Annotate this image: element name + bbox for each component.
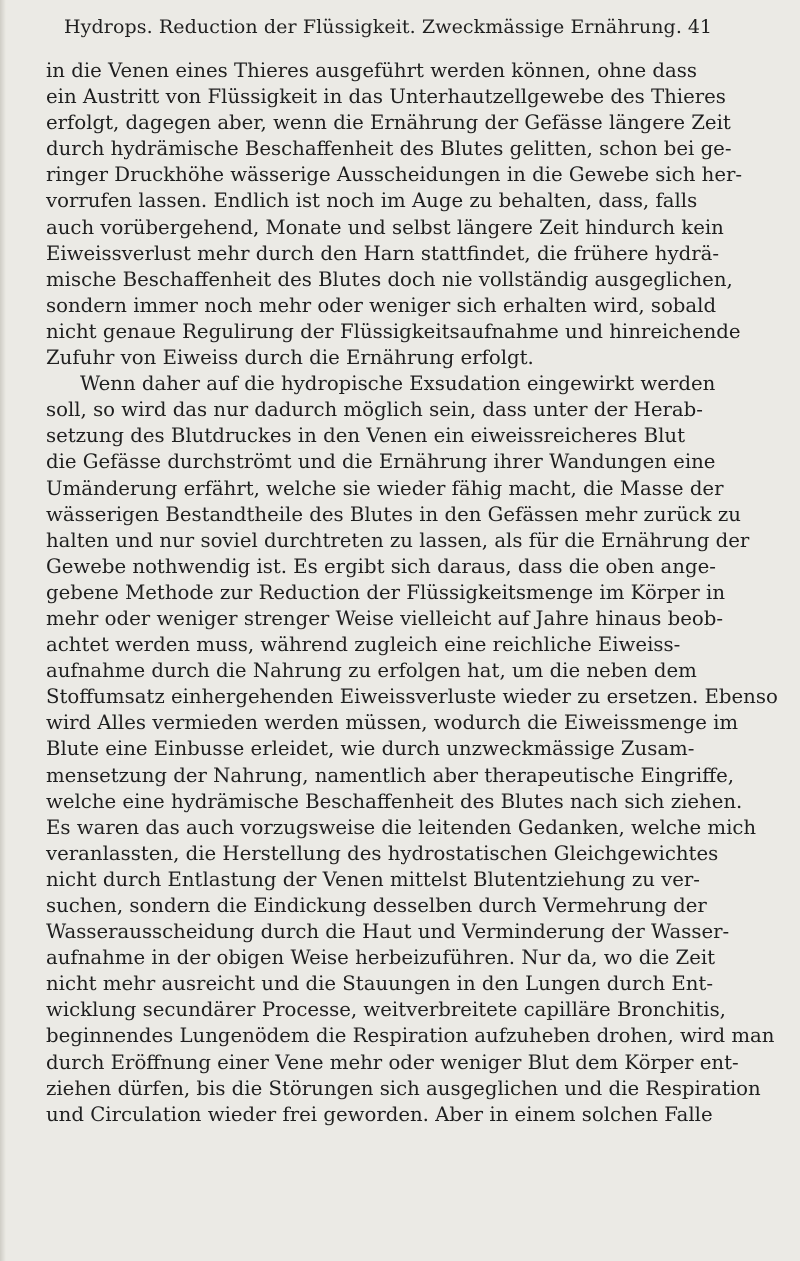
text-line: nicht durch Entlastung der Venen mittelst Blutentziehung zu ver- (46, 867, 700, 891)
text-line: und Circulation wieder frei geworden. Aber in einem solchen Falle (46, 1102, 713, 1126)
text-line: wird Alles vermieden werden müssen, wodurch die Eiweissmenge im (46, 711, 739, 735)
text-line: aufnahme durch die Nahrung zu erfolgen hat, um die neben dem (46, 659, 697, 683)
text-line: gebene Methode zur Reduction der Flüssigkeitsmenge im Körper in (46, 580, 725, 604)
text-line: aufnahme in der obigen Weise herbeizuführen. Nur da, wo die Zeit (46, 946, 716, 970)
text-line: welche eine hydrämische Beschaffenheit des Blutes nach sich ziehen. (46, 789, 743, 813)
text-line: ringer Druckhöhe wässerige Ausscheidungen in die Gewebe sich her- (46, 163, 743, 187)
text-line: Wasserausscheidung durch die Haut und Verminderung der Wasser- (46, 920, 730, 944)
text-line: Eiweissverlust mehr durch den Harn stattfindet, die frühere hydrä- (46, 241, 719, 265)
text-line: Zufuhr von Eiweiss durch die Ernährung erfolgt. (46, 346, 534, 370)
page-number: 41 (687, 16, 712, 38)
text-line: mische Beschaffenheit des Blutes doch nie vollständig ausgeglichen, (46, 267, 733, 291)
text-line: ein Austritt von Flüssigkeit in das Unterhautzellgewebe des Thieres (46, 85, 726, 109)
text-line: vorrufen lassen. Endlich ist noch im Auge zu behalten, dass, falls (46, 189, 698, 213)
text-line: nicht genaue Regulirung der Flüssigkeitsaufnahme und hinreichende (46, 319, 741, 343)
text-line: halten und nur soviel durchtreten zu lassen, als für die Ernährung der (46, 528, 750, 552)
text-line: achtet werden muss, während zugleich eine reichliche Eiweiss- (46, 633, 681, 657)
page-header (64, 14, 712, 40)
text-line: erfolgt, dagegen aber, wenn die Ernährung der Gefässe längere Zeit (46, 111, 731, 135)
text-line: Es waren das auch vorzugsweise die leitenden Gedanken, welche mich (46, 815, 757, 839)
text-line: veranlassten, die Herstellung des hydrostatischen Gleichgewichtes (46, 841, 719, 865)
text-line: mehr oder weniger strenger Weise vielleicht auf Jahre hinaus beob- (46, 606, 723, 630)
text-line: durch Eröffnung einer Vene mehr oder weniger Blut dem Körper ent- (46, 1050, 739, 1074)
text-line: Gewebe nothwendig ist. Es ergibt sich daraus, dass die oben ange- (46, 554, 716, 578)
text-line: beginnendes Lungenödem die Respiration aufzuheben drohen, wird man (46, 1024, 775, 1048)
text-line: setzung des Blutdruckes in den Venen ein eiweissreicheres Blut (46, 424, 685, 448)
text-line: auch vorübergehend, Monate und selbst längere Zeit hindurch kein (46, 215, 724, 239)
text-line: durch hydrämische Beschaffenheit des Blutes gelitten, schon bei ge- (46, 137, 732, 161)
page-binding-edge (0, 0, 6, 1261)
text-line: in die Venen eines Thieres ausgeführt werden können, ohne dass (46, 59, 697, 82)
text-line: Umänderung erfährt, welche sie wieder fähig macht, die Masse der (46, 476, 724, 500)
paragraph-start-line: Wenn daher auf die hydropische Exsudation eingewirkt werden (80, 372, 716, 396)
text-line: Stoffumsatz einhergehenden Eiweissverluste wieder zu ersetzen. Ebenso (46, 685, 778, 709)
text-line: wässerigen Bestandtheile des Blutes in den Gefässen mehr zurück zu (46, 502, 741, 526)
text-line: sondern immer noch mehr oder weniger sich erhalten wird, sobald (46, 293, 717, 317)
running-title: Hydrops. Reduction der Flüssigkeit. Zweckmässige Ernährung. (64, 16, 682, 38)
text-line: wicklung secundärer Processe, weitverbreitete capilläre Bronchitis, (46, 998, 726, 1022)
text-line: die Gefässe durchströmt und die Ernährung ihrer Wandungen eine (46, 450, 716, 474)
text-line: mensetzung der Nahrung, namentlich aber therapeutische Eingriffe, (46, 763, 735, 787)
text-line: nicht mehr ausreicht und die Stauungen in den Lungen durch Ent- (46, 972, 713, 996)
text-line: ziehen dürfen, bis die Störungen sich ausgeglichen und die Respiration (46, 1076, 761, 1100)
text-line: soll, so wird das nur dadurch möglich sein, dass unter der Herab- (46, 398, 703, 422)
body-text (46, 58, 778, 1128)
text-line: Blute eine Einbusse erleidet, wie durch unzweckmässige Zusam- (46, 737, 695, 761)
text-line: suchen, sondern die Eindickung desselben durch Vermehrung der (46, 894, 707, 917)
